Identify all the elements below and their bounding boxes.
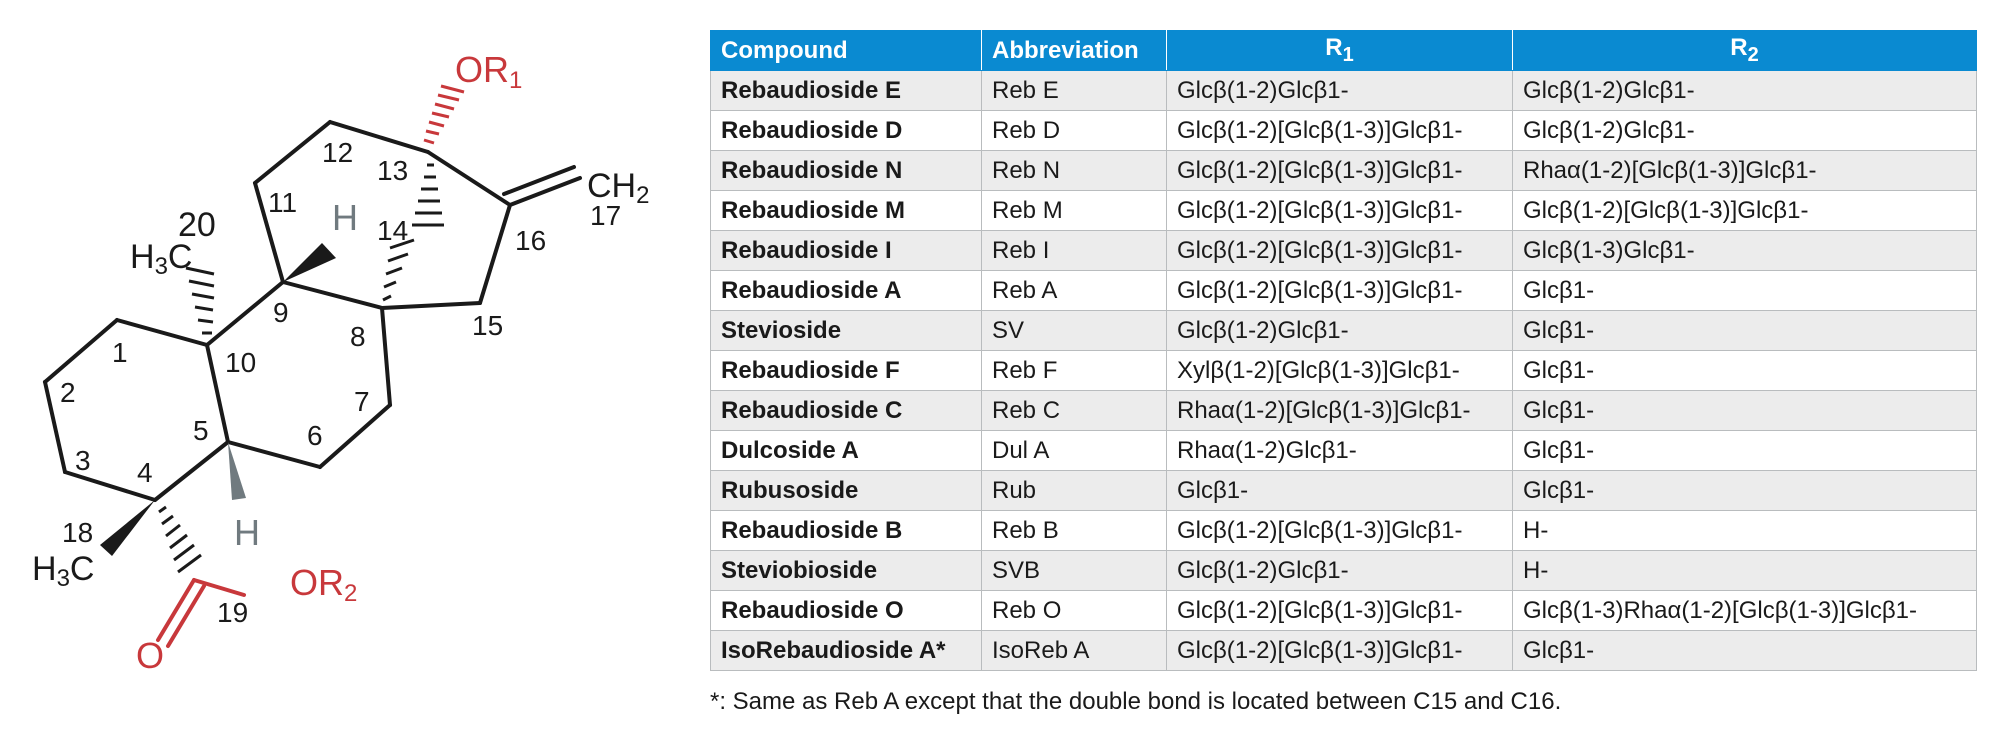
hydrogen-c5: H bbox=[234, 512, 260, 553]
glycoside-table-container bbox=[710, 30, 1976, 671]
r1-cell: Glcβ(1-2)[Glcβ(1-3)]Glcβ1- bbox=[1167, 111, 1513, 151]
r2-cell: H- bbox=[1513, 511, 1977, 551]
atom-number-19: 19 bbox=[217, 597, 249, 628]
header-abbreviation: Abbreviation bbox=[982, 31, 1167, 71]
table-row bbox=[711, 191, 1977, 231]
compound-cell: IsoRebaudioside A* bbox=[711, 631, 982, 671]
r1-cell: Glcβ(1-2)[Glcβ(1-3)]Glcβ1- bbox=[1167, 271, 1513, 311]
hashed-bond-c14 bbox=[412, 165, 444, 225]
abbreviation-cell: SVB bbox=[982, 551, 1167, 591]
carbonyl-oxygen: O bbox=[136, 635, 165, 676]
r2-cell: Glcβ(1-3)Rhaα(1-2)[Glcβ(1-3)]Glcβ1- bbox=[1513, 591, 1977, 631]
r1-cell: Glcβ(1-2)[Glcβ(1-3)]Glcβ1- bbox=[1167, 191, 1513, 231]
r1-cell: Rhaα(1-2)Glcβ1- bbox=[1167, 431, 1513, 471]
abbreviation-cell: Reb F bbox=[982, 351, 1167, 391]
atom-number-17: 17 bbox=[590, 200, 622, 231]
table-row bbox=[711, 151, 1977, 191]
atom-number-4: 4 bbox=[137, 457, 153, 488]
abbreviation-cell: Reb B bbox=[982, 511, 1167, 551]
header-r1: $R_1$ bbox=[1167, 31, 1513, 71]
r1-cell: Glcβ(1-2)[Glcβ(1-3)]Glcβ1- bbox=[1167, 511, 1513, 551]
r2-cell: Glcβ(1-2)Glcβ1- bbox=[1513, 111, 1977, 151]
abbreviation-cell: Reb N bbox=[982, 151, 1167, 191]
header-compound: Compound bbox=[711, 31, 982, 71]
atom-number-16: 16 bbox=[515, 225, 547, 256]
r2-cell: Glcβ(1-2)[Glcβ(1-3)]Glcβ1- bbox=[1513, 191, 1977, 231]
table-row bbox=[711, 471, 1977, 511]
r2-cell: Glcβ1- bbox=[1513, 351, 1977, 391]
compound-cell: Rubusoside bbox=[711, 471, 982, 511]
compound-cell: Rebaudioside I bbox=[711, 231, 982, 271]
methyl-c20-label: H3C bbox=[130, 238, 193, 280]
table-row bbox=[711, 391, 1977, 431]
r1-cell: Glcβ(1-2)Glcβ1- bbox=[1167, 311, 1513, 351]
r2-cell: Glcβ1- bbox=[1513, 391, 1977, 431]
abbreviation-cell: Reb E bbox=[982, 71, 1167, 111]
table-row bbox=[711, 551, 1977, 591]
table-row bbox=[711, 631, 1977, 671]
table-header-row bbox=[711, 31, 1977, 71]
atom-number-15: 15 bbox=[472, 310, 504, 341]
compound-cell: Rebaudioside O bbox=[711, 591, 982, 631]
abbreviation-cell: IsoReb A bbox=[982, 631, 1167, 671]
r2-cell: Glcβ1- bbox=[1513, 431, 1977, 471]
hashed-bond-c20 bbox=[186, 268, 214, 333]
compound-cell: Rebaudioside A bbox=[711, 271, 982, 311]
atom-number-10: 10 bbox=[225, 347, 257, 378]
abbreviation-cell: SV bbox=[982, 311, 1167, 351]
atom-number-12: 12 bbox=[322, 137, 354, 168]
table-row bbox=[711, 591, 1977, 631]
or1-label: OR1 bbox=[455, 49, 523, 94]
r2-cell: Glcβ(1-3)Glcβ1- bbox=[1513, 231, 1977, 271]
compound-cell: Rebaudioside M bbox=[711, 191, 982, 231]
atom-number-13: 13 bbox=[377, 155, 409, 186]
wedge-bond-h9 bbox=[283, 243, 336, 282]
wedge-bond-c18 bbox=[100, 500, 155, 556]
abbreviation-cell: Dul A bbox=[982, 431, 1167, 471]
abbreviation-cell: Reb I bbox=[982, 231, 1167, 271]
glycoside-table bbox=[710, 30, 1977, 671]
r2-cell: Glcβ(1-2)Glcβ1- bbox=[1513, 71, 1977, 111]
atom-number-20: 20 bbox=[178, 206, 216, 244]
atom-number-5: 5 bbox=[193, 415, 209, 446]
table-row bbox=[711, 351, 1977, 391]
compound-cell: Rebaudioside F bbox=[711, 351, 982, 391]
atom-number-3: 3 bbox=[75, 445, 91, 476]
compound-cell: Rebaudioside E bbox=[711, 71, 982, 111]
footnote: *: Same as Reb A except that the double bond is located between C15 and C16. bbox=[710, 688, 1562, 715]
hashed-bond-c8 bbox=[383, 240, 414, 300]
ch2-label: CH2 bbox=[587, 167, 650, 209]
r1-cell: Xylβ(1-2)[Glcβ(1-3)]Glcβ1- bbox=[1167, 351, 1513, 391]
compound-cell: Rebaudioside B bbox=[711, 511, 982, 551]
table-row bbox=[711, 511, 1977, 551]
r1-cell: Glcβ(1-2)[Glcβ(1-3)]Glcβ1- bbox=[1167, 631, 1513, 671]
compound-cell: Stevioside bbox=[711, 311, 982, 351]
header-r2: $R_2$ bbox=[1513, 31, 1977, 71]
atom-number-11: 11 bbox=[268, 187, 298, 218]
atom-number-14: 14 bbox=[377, 215, 409, 246]
compound-cell: Rebaudioside D bbox=[711, 111, 982, 151]
table-row bbox=[711, 311, 1977, 351]
abbreviation-cell: Reb M bbox=[982, 191, 1167, 231]
r2-cell: Glcβ1- bbox=[1513, 471, 1977, 511]
r2-cell: Glcβ1- bbox=[1513, 271, 1977, 311]
atom-number-9: 9 bbox=[273, 297, 289, 328]
table-row bbox=[711, 111, 1977, 151]
table-body bbox=[711, 71, 1977, 671]
atom-number-18: 18 bbox=[62, 517, 94, 548]
atom-number-7: 7 bbox=[354, 386, 370, 417]
r1-cell: Glcβ(1-2)Glcβ1- bbox=[1167, 71, 1513, 111]
wedge-bond-h5 bbox=[228, 442, 246, 500]
r2-cell: Glcβ1- bbox=[1513, 631, 1977, 671]
compound-cell: Rebaudioside C bbox=[711, 391, 982, 431]
abbreviation-cell: Rub bbox=[982, 471, 1167, 511]
compound-cell: Steviobioside bbox=[711, 551, 982, 591]
r1-cell: Glcβ(1-2)Glcβ1- bbox=[1167, 551, 1513, 591]
compound-cell: Dulcoside A bbox=[711, 431, 982, 471]
abbreviation-cell: Reb A bbox=[982, 271, 1167, 311]
r1-cell: Glcβ(1-2)[Glcβ(1-3)]Glcβ1- bbox=[1167, 151, 1513, 191]
r1-cell: Rhaα(1-2)[Glcβ(1-3)]Glcβ1- bbox=[1167, 391, 1513, 431]
hashed-bond-or1 bbox=[424, 86, 464, 143]
atom-number-2: 2 bbox=[60, 377, 76, 408]
atom-number-6: 6 bbox=[307, 420, 323, 451]
table-row bbox=[711, 271, 1977, 311]
abbreviation-cell: Reb D bbox=[982, 111, 1167, 151]
r2-cell: Rhaα(1-2)[Glcβ(1-3)]Glcβ1- bbox=[1513, 151, 1977, 191]
hydrogen-c9: H bbox=[332, 197, 358, 238]
methyl-c18-label: H3C bbox=[32, 550, 95, 592]
hashed-bond-c19 bbox=[159, 507, 201, 572]
steviol-glycoside-structure bbox=[0, 0, 700, 745]
table-row bbox=[711, 231, 1977, 271]
compound-cell: Rebaudioside N bbox=[711, 151, 982, 191]
abbreviation-cell: Reb C bbox=[982, 391, 1167, 431]
table-row bbox=[711, 71, 1977, 111]
r2-cell: H- bbox=[1513, 551, 1977, 591]
atom-number-1: 1 bbox=[112, 337, 128, 368]
atom-number-8: 8 bbox=[350, 321, 366, 352]
r2-cell: Glcβ1- bbox=[1513, 311, 1977, 351]
r1-cell: Glcβ(1-2)[Glcβ(1-3)]Glcβ1- bbox=[1167, 231, 1513, 271]
r1-cell: Glcβ(1-2)[Glcβ(1-3)]Glcβ1- bbox=[1167, 591, 1513, 631]
or2-label: OR2 bbox=[290, 562, 358, 607]
abbreviation-cell: Reb O bbox=[982, 591, 1167, 631]
r1-cell: Glcβ1- bbox=[1167, 471, 1513, 511]
table-row bbox=[711, 431, 1977, 471]
